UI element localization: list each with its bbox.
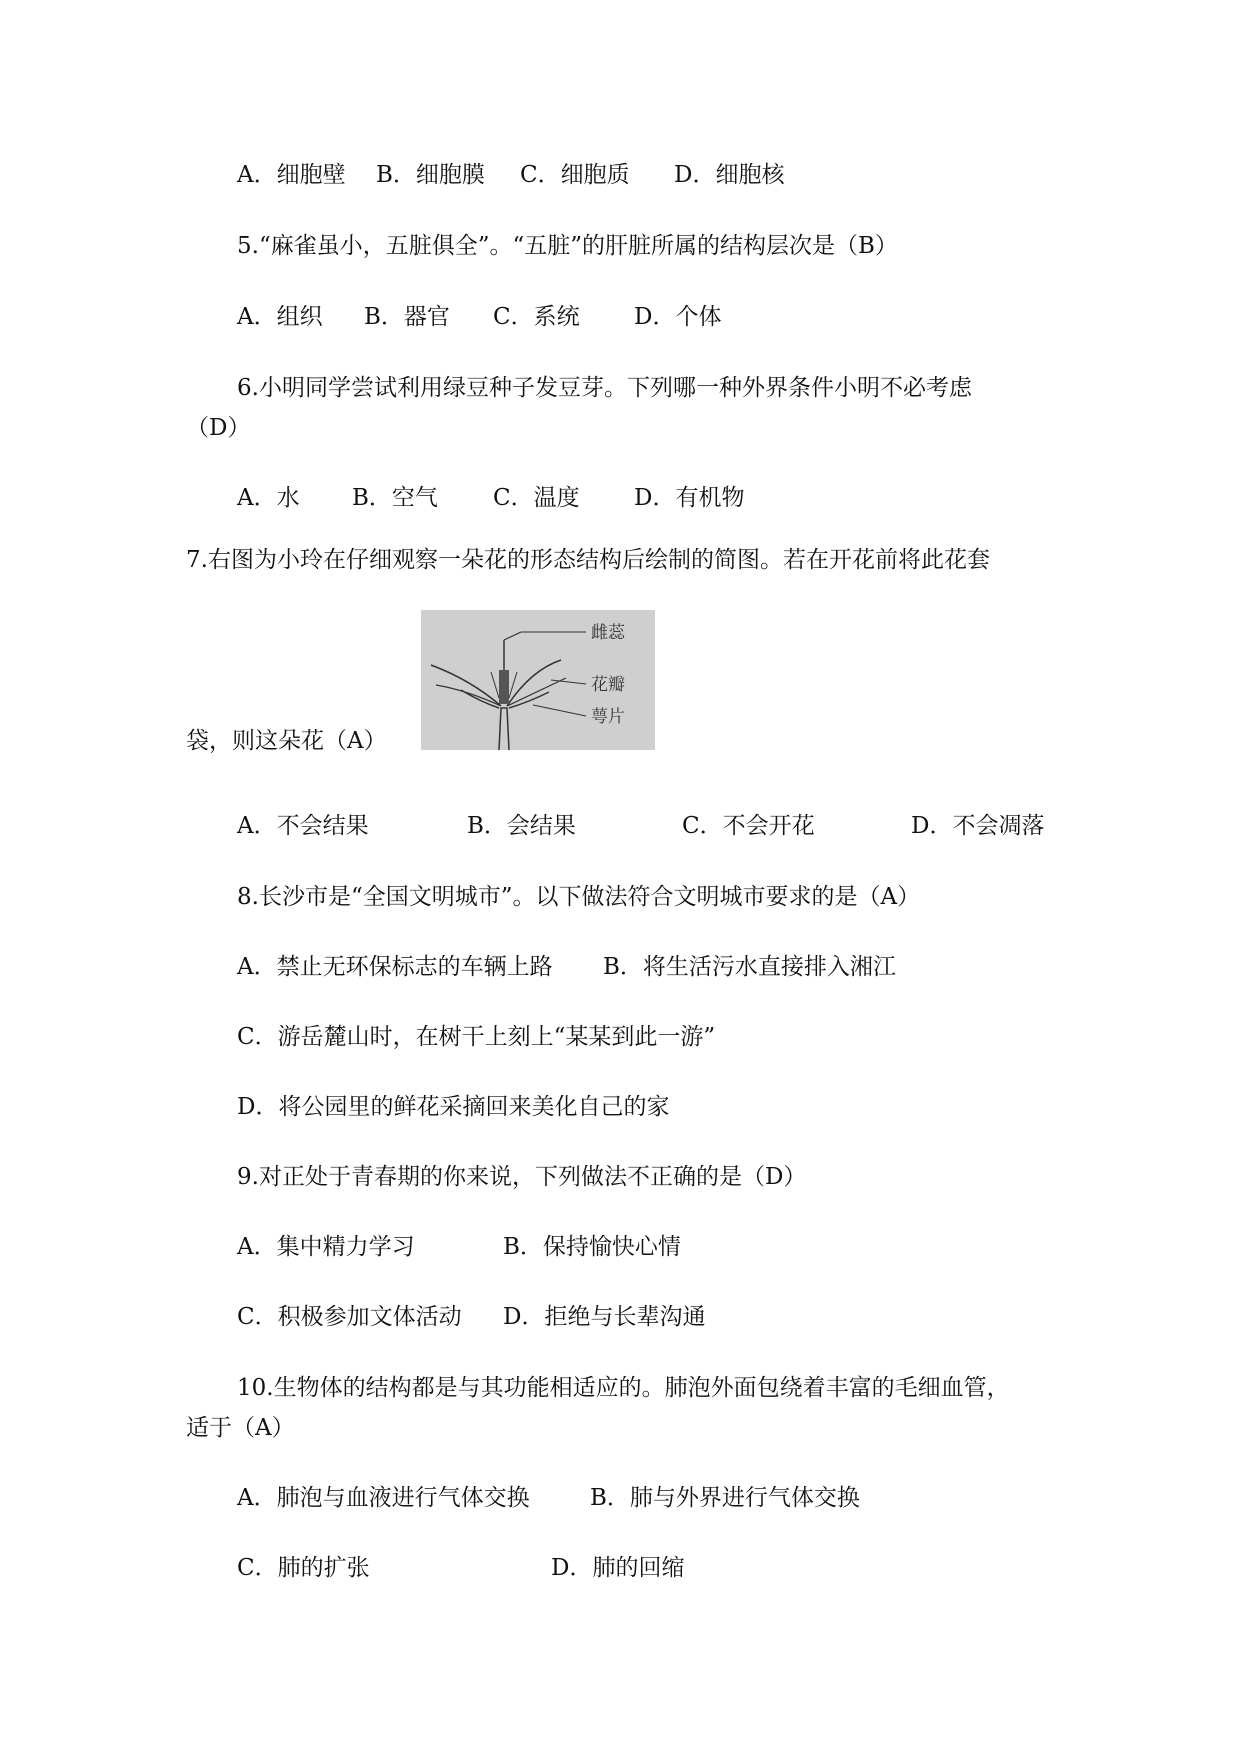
q5-option-b: B．器官 [364,304,450,330]
q8-stem: 8.长沙市是“全国文明城市”。以下做法符合文明城市要求的是（A） [237,884,921,910]
q6-option-d: D．有机物 [634,485,745,511]
label-pistil: 雌蕊 [591,623,625,643]
flower-diagram [421,610,655,750]
q10-option-c: C．肺的扩张 [237,1555,370,1581]
q9-option-d: D．拒绝与长辈沟通 [503,1304,706,1330]
q10-stem-line1: 10.生物体的结构都是与其功能相适应的。肺泡外面包绕着丰富的毛细血管， [237,1375,1010,1401]
q6-option-b: B．空气 [352,485,438,511]
q9-option-c: C．积极参加文体活动 [237,1304,462,1330]
q4-option-c: C．细胞质 [520,162,630,188]
q9-stem: 9.对正处于青春期的你来说，下列做法不正确的是（D） [237,1164,807,1190]
q6-option-c: C．温度 [493,485,580,511]
q7-stem-line2: 袋，则这朵花（A） [186,728,387,754]
q5-stem: 5.“麻雀虽小，五脏俱全”。“五脏”的肝脏所属的结构层次是（B） [237,233,898,259]
q10-option-d: D．肺的回缩 [551,1555,685,1581]
label-petal: 花瓣 [591,675,625,695]
q7-option-b: B．会结果 [467,813,576,839]
q8-option-c: C．游岳麓山时，在树干上刻上“某某到此一游” [237,1024,716,1050]
label-sepal: 萼片 [591,707,625,727]
q10-stem-line2: 适于（A） [186,1415,295,1441]
q5-option-c: C．系统 [493,304,580,330]
q7-option-a: A．不会结果 [237,813,369,839]
q7-stem-line1: 7.右图为小玲在仔细观察一朵花的形态结构后绘制的简图。若在开花前将此花套 [186,547,990,573]
q6-stem-line2: （D） [186,415,251,441]
q6-option-a: A．水 [237,485,300,511]
q6-stem-line1: 6.小明同学尝试利用绿豆种子发豆芽。下列哪一种外界条件小明不必考虑 [237,375,972,401]
q4-option-a: A．细胞壁 [237,162,346,188]
q7-option-d: D．不会凋落 [911,813,1045,839]
q5-option-d: D．个体 [634,304,722,330]
q9-option-b: B．保持愉快心情 [503,1234,681,1260]
q5-option-a: A．组织 [237,304,323,330]
q4-option-d: D．细胞核 [674,162,785,188]
q10-option-b: B．肺与外界进行气体交换 [590,1485,860,1511]
flower-drawing [421,610,655,750]
q8-option-a: A．禁止无环保标志的车辆上路 [237,954,553,980]
q8-option-d: D．将公园里的鲜花采摘回来美化自己的家 [237,1094,670,1120]
q9-option-a: A．集中精力学习 [237,1234,415,1260]
q8-option-b: B．将生活污水直接排入湘江 [603,954,896,980]
q10-option-a: A．肺泡与血液进行气体交换 [237,1485,530,1511]
q4-option-b: B．细胞膜 [376,162,485,188]
q7-option-c: C．不会开花 [682,813,815,839]
